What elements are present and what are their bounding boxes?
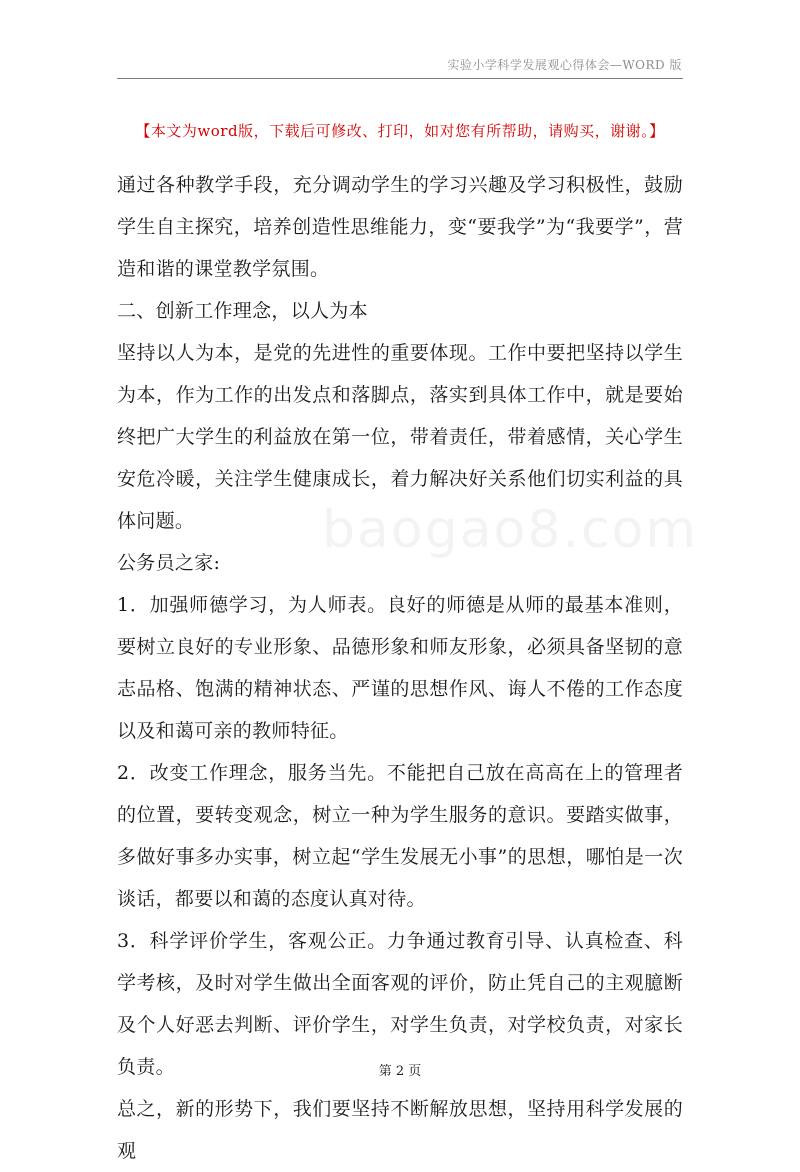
watermark-text: baogao8.com: [322, 500, 699, 560]
list-item: 1．加强师德学习，为人师表。良好的师德是从师的最基本准则，要树立良好的专业形象、品德形象和师友形象，必须具备坚韧的意志品格、饱满的精神状态、严谨的思想作风、诲人不倦的工作态度以及和蔼可亲的教师特征。: [117, 594, 683, 742]
paragraph: 总之，新的形势下，我们要坚持不断解放思想，坚持用科学发展的观: [117, 1098, 683, 1162]
header-divider: [117, 78, 683, 79]
paragraph: 通过各种教学手段，充分调动学生的学习兴趣及学习积极性，鼓励学生自主探究，培养创造性思维能力，变“要我学”为“我要学”，营造和谐的课堂教学氛围。: [117, 174, 683, 280]
download-notice: 【本文为word版，下载后可修改、打印，如对您有所帮助，请购买，谢谢。】: [135, 122, 665, 140]
page-header: [0, 56, 800, 76]
paragraph: 坚持以人为本，是党的先进性的重要体现。工作中要把坚持以学生为本，作为工作的出发点和落脚点，落实到具体工作中，就是要始终把广大学生的利益放在第一位，带着责任，带着感情，关心学生安危冷暖，关注学生健康成长，着力解决好关系他们切实利益的具体问题。: [117, 342, 683, 532]
list-item: 3．科学评价学生，客观公正。力争通过教育引导、认真检查、科学考核，及时对学生做出全面客观的评价，防止凭自己的主观臆断及个人好恶去判断、评价学生，对学生负责，对学校负责，对家长负责。: [117, 930, 683, 1078]
section-heading: 二、创新工作理念，以人为本: [117, 300, 368, 322]
list-item: 2．改变工作理念，服务当先。不能把自己放在高高在上的管理者的位置，要转变观念，树立一种为学生服务的意识。要踏实做事，多做好事多办实事，树立起“学生发展无小事”的思想，哪怕是一次谈话，都要以和蔼的态度认真对待。: [117, 762, 683, 910]
document-body: [117, 164, 683, 1172]
page-number: 第 2 页: [378, 1064, 422, 1079]
document-title: 实验小学科学发展观心得体会—WORD 版: [447, 58, 682, 72]
paragraph: 公务员之家:: [117, 552, 221, 574]
